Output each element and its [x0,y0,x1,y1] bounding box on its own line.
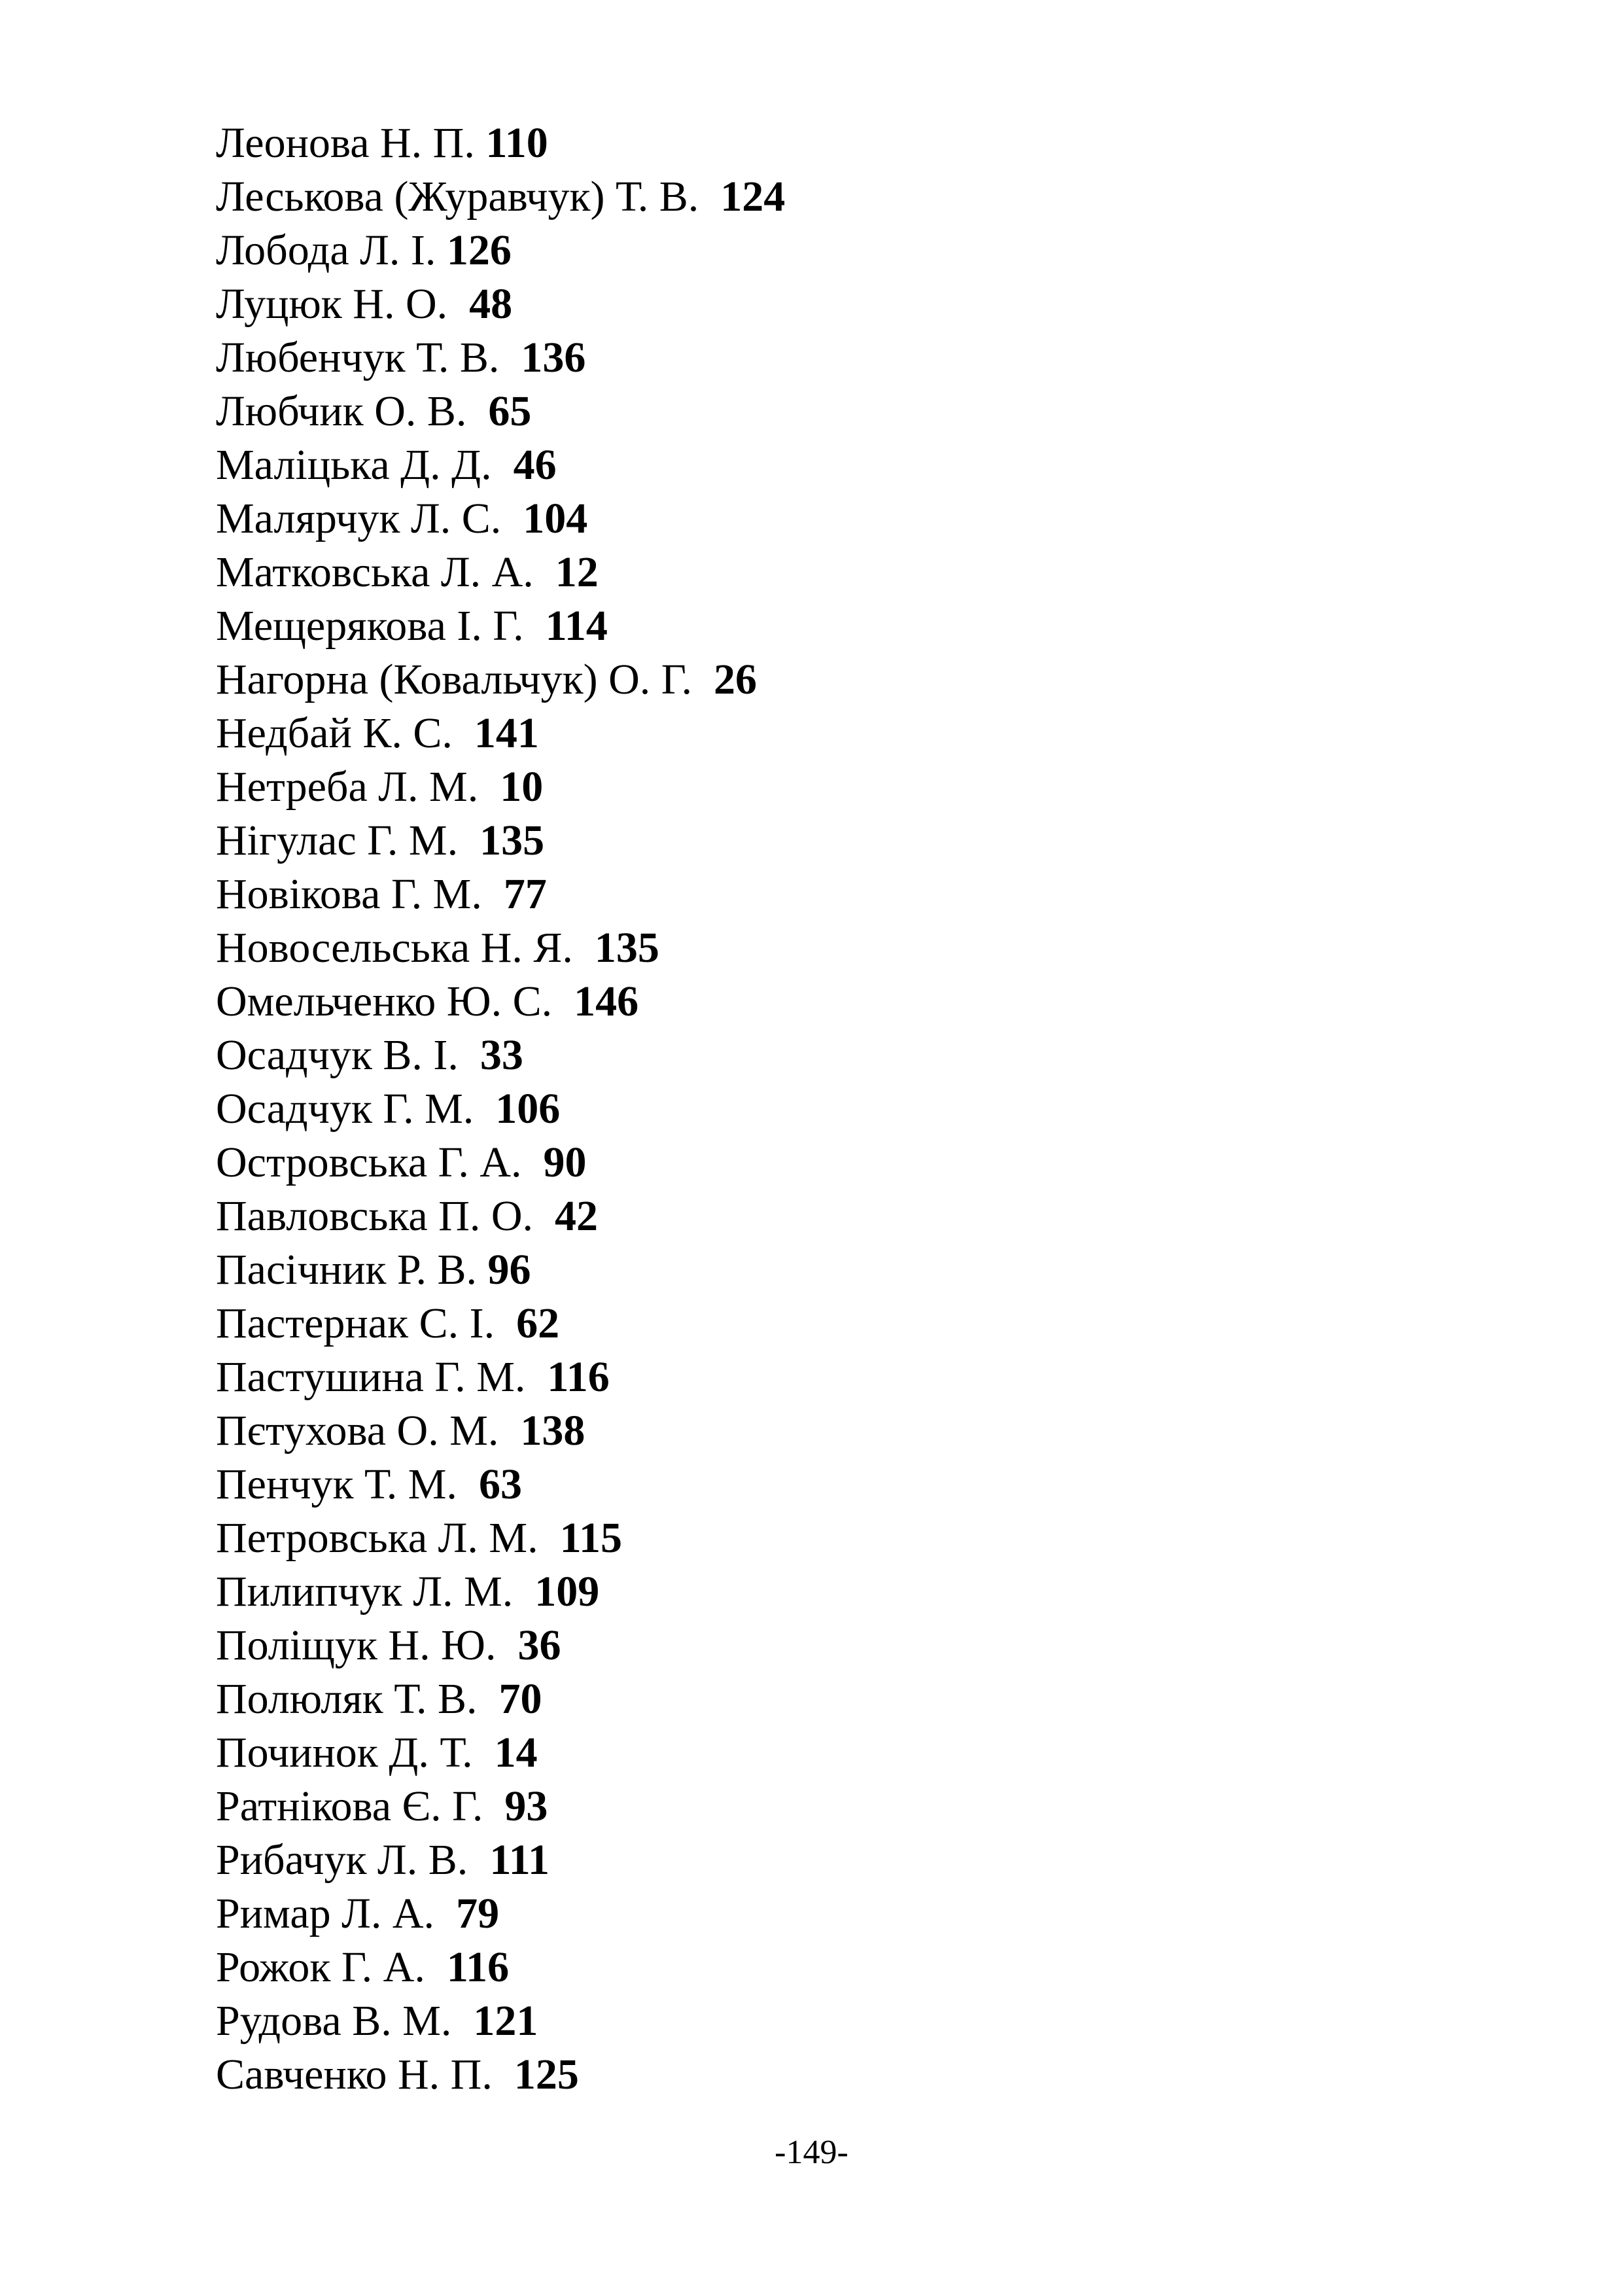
entry-name: Нагорна (Ковальчук) О. Г. [216,656,714,703]
entry-page-ref: 111 [489,1836,550,1884]
index-entry [216,277,785,331]
entry-page-ref: 116 [446,1943,510,1991]
entry-page-ref: 42 [555,1192,599,1240]
entry-page-ref: 36 [517,1621,561,1669]
entry-page-ref: 70 [498,1675,542,1723]
entry-name: Пилипчук Л. М. [216,1568,535,1616]
entry-page-ref: 93 [504,1782,548,1830]
index-entry [216,1404,785,1458]
index-entry [216,1941,785,1994]
entry-name: Малярчук Л. С. [216,495,523,542]
index-entry [216,224,785,277]
index-entry [216,170,785,224]
entry-page-ref: 96 [487,1246,531,1294]
entry-page-ref: 135 [594,924,659,972]
entry-page-ref: 106 [495,1085,561,1133]
entry-name: Петровська Л. М. [216,1514,560,1562]
entry-page-ref: 26 [714,656,757,703]
index-entry [216,975,785,1029]
index-entry [216,331,785,385]
entry-page-ref: 62 [516,1299,560,1347]
index-entry [216,1190,785,1243]
entry-name: Недбай К. С. [216,709,474,757]
entry-name: Нігулас Г. М. [216,817,480,864]
entry-page-ref: 48 [469,280,513,328]
entry-name: Полюляк Т. В. [216,1675,499,1723]
entry-page-ref: 114 [545,602,608,650]
entry-page-ref: 146 [574,978,639,1025]
entry-page-ref: 116 [547,1353,610,1401]
entry-name: Пастернак С. І. [216,1299,517,1347]
entry-page-ref: 136 [521,334,586,381]
index-entry [216,1297,785,1351]
entry-name: Пєтухова О. М. [216,1407,521,1455]
entry-name: Луцюк Н. О. [216,280,470,328]
entry-name: Рудова В. М. [216,1997,474,2045]
entry-name: Любенчук Т. В. [216,334,521,381]
entry-page-ref: 110 [485,119,548,167]
index-entry [216,760,785,814]
index-entry [216,653,785,707]
entry-name: Пенчук Т. М. [216,1460,479,1508]
index-entry [216,1833,785,1887]
entry-name: Маліцька Д. Д. [216,441,514,489]
entry-page-ref: 79 [456,1890,500,1937]
entry-name: Рожок Г. А. [216,1943,447,1991]
entry-name: Савченко Н. П. [216,2051,514,2098]
index-entry [216,438,785,492]
entry-page-ref: 126 [446,226,512,274]
entry-page-ref: 124 [720,173,786,221]
index-entry [216,385,785,438]
entry-page-ref: 115 [559,1514,622,1562]
entry-name: Пастушина Г. М. [216,1353,548,1401]
entry-page-ref: 90 [543,1139,587,1186]
entry-name: Леськова (Журавчук) Т. В. [216,173,721,221]
index-entry [216,116,785,170]
entry-name: Новосельська Н. Я. [216,924,595,972]
entry-name: Островська Г. А. [216,1139,544,1186]
entry-page-ref: 125 [514,2051,579,2098]
index-entry [216,1887,785,1941]
entry-name: Нетреба Л. М. [216,763,500,811]
entry-name: Павловська П. О. [216,1192,555,1240]
entry-name: Осадчук Г. М. [216,1085,496,1133]
entry-name: Новікова Г. М. [216,870,504,918]
entry-page-ref: 65 [488,387,532,435]
entry-name: Поліщук Н. Ю. [216,1621,518,1669]
index-entry [216,1029,785,1082]
entry-name: Рибачук Л. В. [216,1836,490,1884]
entry-page-ref: 121 [473,1997,538,2045]
index-entry [216,1136,785,1190]
index-entry [216,546,785,599]
entry-name: Леонова Н. П. [216,119,486,167]
index-entry [216,1511,785,1565]
entry-name: Омельченко Ю. С. [216,978,574,1025]
entry-page-ref: 63 [478,1460,522,1508]
index-entry [216,2048,785,2102]
index-entry [216,814,785,868]
entry-name: Любчик О. В. [216,387,489,435]
index-entry [216,599,785,653]
entry-page-ref: 109 [534,1568,600,1616]
index-entry [216,1082,785,1136]
entry-name: Пасічник Р. В. [216,1246,488,1294]
page-number: -149- [775,2134,848,2171]
entry-page-ref: 33 [480,1031,523,1079]
entry-page-ref: 135 [480,817,545,864]
index-entry [216,1780,785,1833]
index-entry [216,1565,785,1619]
entry-page-ref: 104 [523,495,588,542]
index-entry [216,1619,785,1672]
entry-page-ref: 10 [500,763,544,811]
index-entry [216,707,785,760]
entry-page-ref: 141 [474,709,539,757]
index-entry [216,1351,785,1404]
index-entry [216,1458,785,1511]
entry-name: Матковська Л. А. [216,548,555,596]
name-index-list [216,116,785,2102]
entry-name: Мещерякова І. Г. [216,602,546,650]
index-entry [216,492,785,546]
index-entry [216,1726,785,1780]
entry-name: Лобода Л. І. [216,226,447,274]
index-entry [216,868,785,921]
entry-name: Римар Л. А. [216,1890,457,1937]
entry-name: Ратнікова Є. Г. [216,1782,505,1830]
entry-page-ref: 12 [555,548,599,596]
entry-name: Осадчук В. І. [216,1031,480,1079]
index-entry [216,1243,785,1297]
index-entry [216,1994,785,2048]
index-entry [216,1672,785,1726]
entry-page-ref: 138 [520,1407,585,1455]
entry-name: Починок Д. Т. [216,1729,495,1776]
entry-page-ref: 46 [513,441,557,489]
index-entry [216,921,785,975]
entry-page-ref: 14 [494,1729,538,1776]
entry-page-ref: 77 [503,870,547,918]
